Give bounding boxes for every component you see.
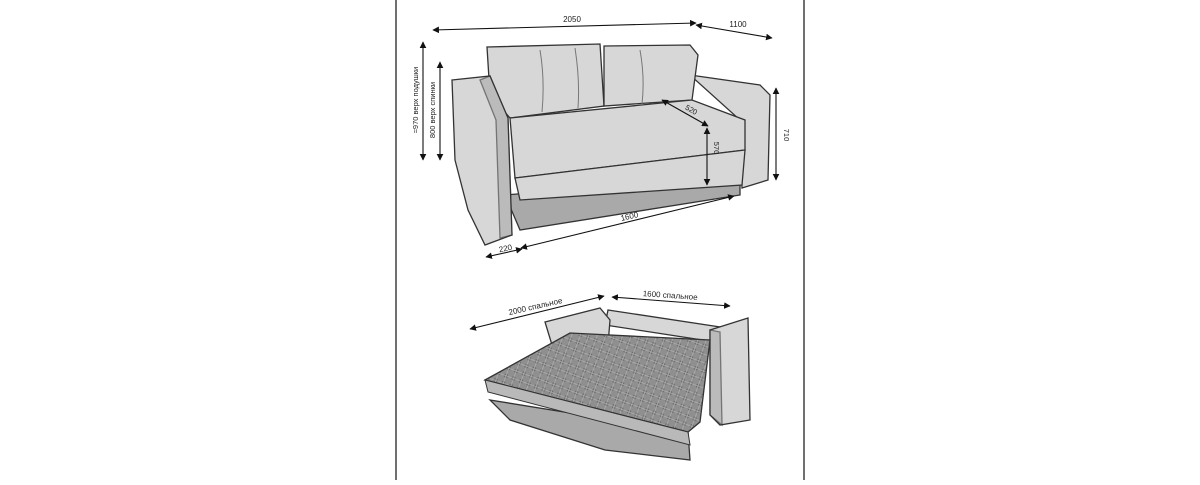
dim-height-total-label: 710 bbox=[782, 128, 791, 142]
dim-seat-height-label: 570 bbox=[712, 141, 721, 155]
dim-line-width-total bbox=[433, 23, 696, 30]
dim-height-cushion-label: ≈970 верх подушки bbox=[411, 66, 420, 134]
dim-sleep-length-label: 2000 спальное bbox=[507, 295, 564, 318]
sofa-back-cushion-left bbox=[487, 44, 604, 118]
dim-sleep-width-label: 1600 спальное bbox=[642, 289, 698, 302]
dim-seat-depth-label: 520 bbox=[683, 102, 699, 117]
sofa-bed-unfolded bbox=[485, 308, 750, 460]
sofa-back-cushion-right bbox=[604, 45, 698, 106]
dim-arm-width-label: 220 bbox=[498, 242, 513, 255]
dim-width-total-label: 2050 bbox=[563, 15, 581, 24]
dim-seat-width-label: 1600 bbox=[619, 210, 640, 223]
dim-height-back-label: 800 верх спинки bbox=[428, 81, 437, 139]
dim-depth-label: 1100 bbox=[729, 20, 747, 29]
sofa-assembled bbox=[452, 44, 770, 245]
